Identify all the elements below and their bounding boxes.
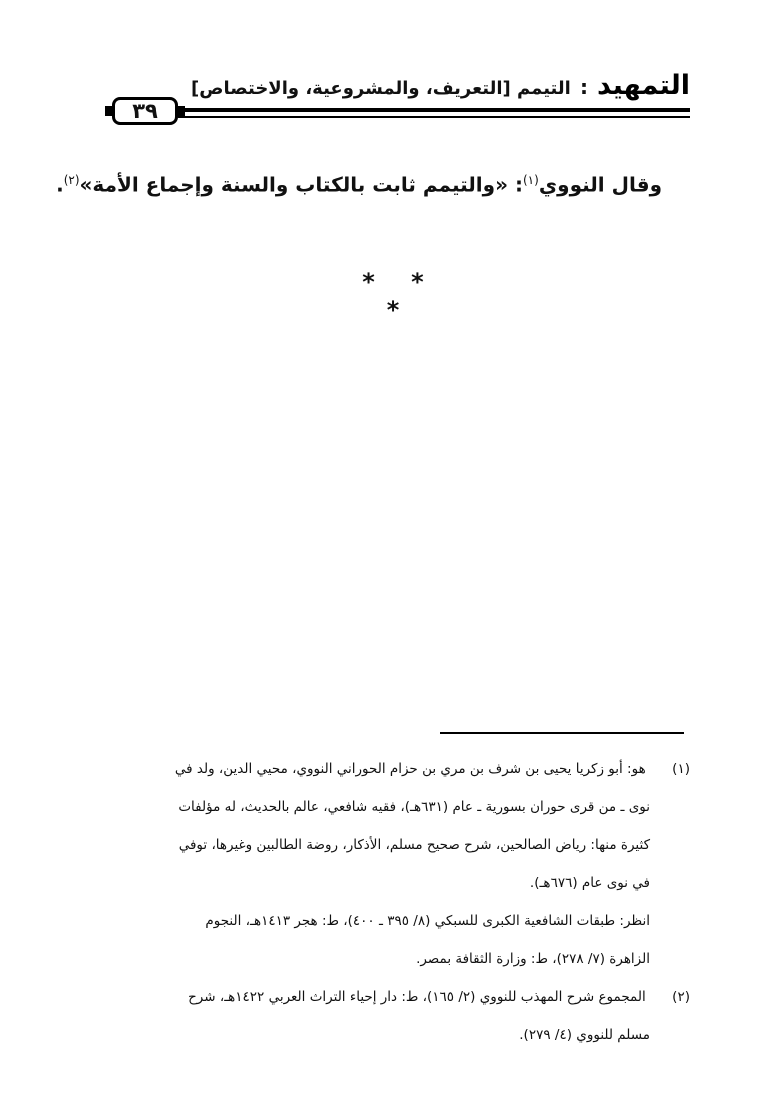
main-speaker: وقال النووي bbox=[538, 172, 662, 197]
running-header bbox=[110, 70, 690, 106]
section-separator-stars: * * * bbox=[362, 268, 438, 324]
footnote-2-number: (٢) bbox=[672, 989, 690, 1005]
footnote-1-line-6: الزاهرة (٧/ ٢٧٨)، ط: وزارة الثقافة بمصر. bbox=[416, 951, 650, 967]
footnote-2-line-1 bbox=[100, 978, 690, 1016]
footnote-1-number: (١) bbox=[672, 761, 690, 777]
main-colon: : bbox=[514, 172, 523, 197]
header-rule-thick bbox=[178, 108, 690, 112]
page-number bbox=[112, 97, 178, 125]
footnote-1-line-4: في نوى عام (٦٧٦هـ). bbox=[529, 875, 650, 891]
footnote-1-line-3: كثيرة منها: رياض الصالحين، شرح صحيح مسلم، الأذكار، روضة الطالبين وغيرها، توفي bbox=[178, 837, 650, 853]
header-title: التيمم [التعريف، والمشروعية، والاختصاص] bbox=[191, 78, 571, 99]
footnote-1-text-1: هو: أبو زكريا يحيى بن شرف بن مري بن حزام الحوراني النووي، محيي الدين، ولد في bbox=[174, 761, 646, 777]
footnote-1-line-2: نوى ـ من قرى حوران بسورية ـ عام (٦٣١هـ)، فقيه شافعي، عالم بالحديث، له مؤلفات bbox=[178, 799, 650, 815]
main-end: . bbox=[56, 172, 64, 197]
header-separator: : bbox=[579, 75, 588, 99]
header-rule-thin bbox=[178, 116, 690, 118]
footnote-1-line-5: انظر: طبقات الشافعية الكبرى للسبكي (٨/ ٣٩٥ ـ ٤٠٠)، ط: هجر ١٤١٣هـ، النجوم bbox=[205, 913, 650, 929]
main-quote: «والتيمم ثابت بالكتاب والسنة وإجماع الأمة» bbox=[79, 172, 509, 197]
footnote-1-line-1 bbox=[100, 750, 690, 788]
main-paragraph bbox=[56, 160, 662, 205]
footnote-2-line-2: مسلم للنووي (٤/ ٢٧٩). bbox=[519, 1027, 650, 1043]
footnote-2-text-1: المجموع شرح المهذب للنووي (٢/ ١٦٥)، ط: دار إحياء التراث العربي ١٤٢٢هـ، شرح bbox=[188, 989, 646, 1005]
footnote-mark-1: (١) bbox=[522, 173, 539, 187]
header-chapter: التمهيد bbox=[597, 70, 690, 101]
page-number-text: ٣٩ bbox=[132, 99, 158, 123]
footnote-mark-2: (٢) bbox=[63, 173, 80, 187]
footnote-rule bbox=[440, 732, 684, 734]
footnotes bbox=[100, 750, 690, 1054]
